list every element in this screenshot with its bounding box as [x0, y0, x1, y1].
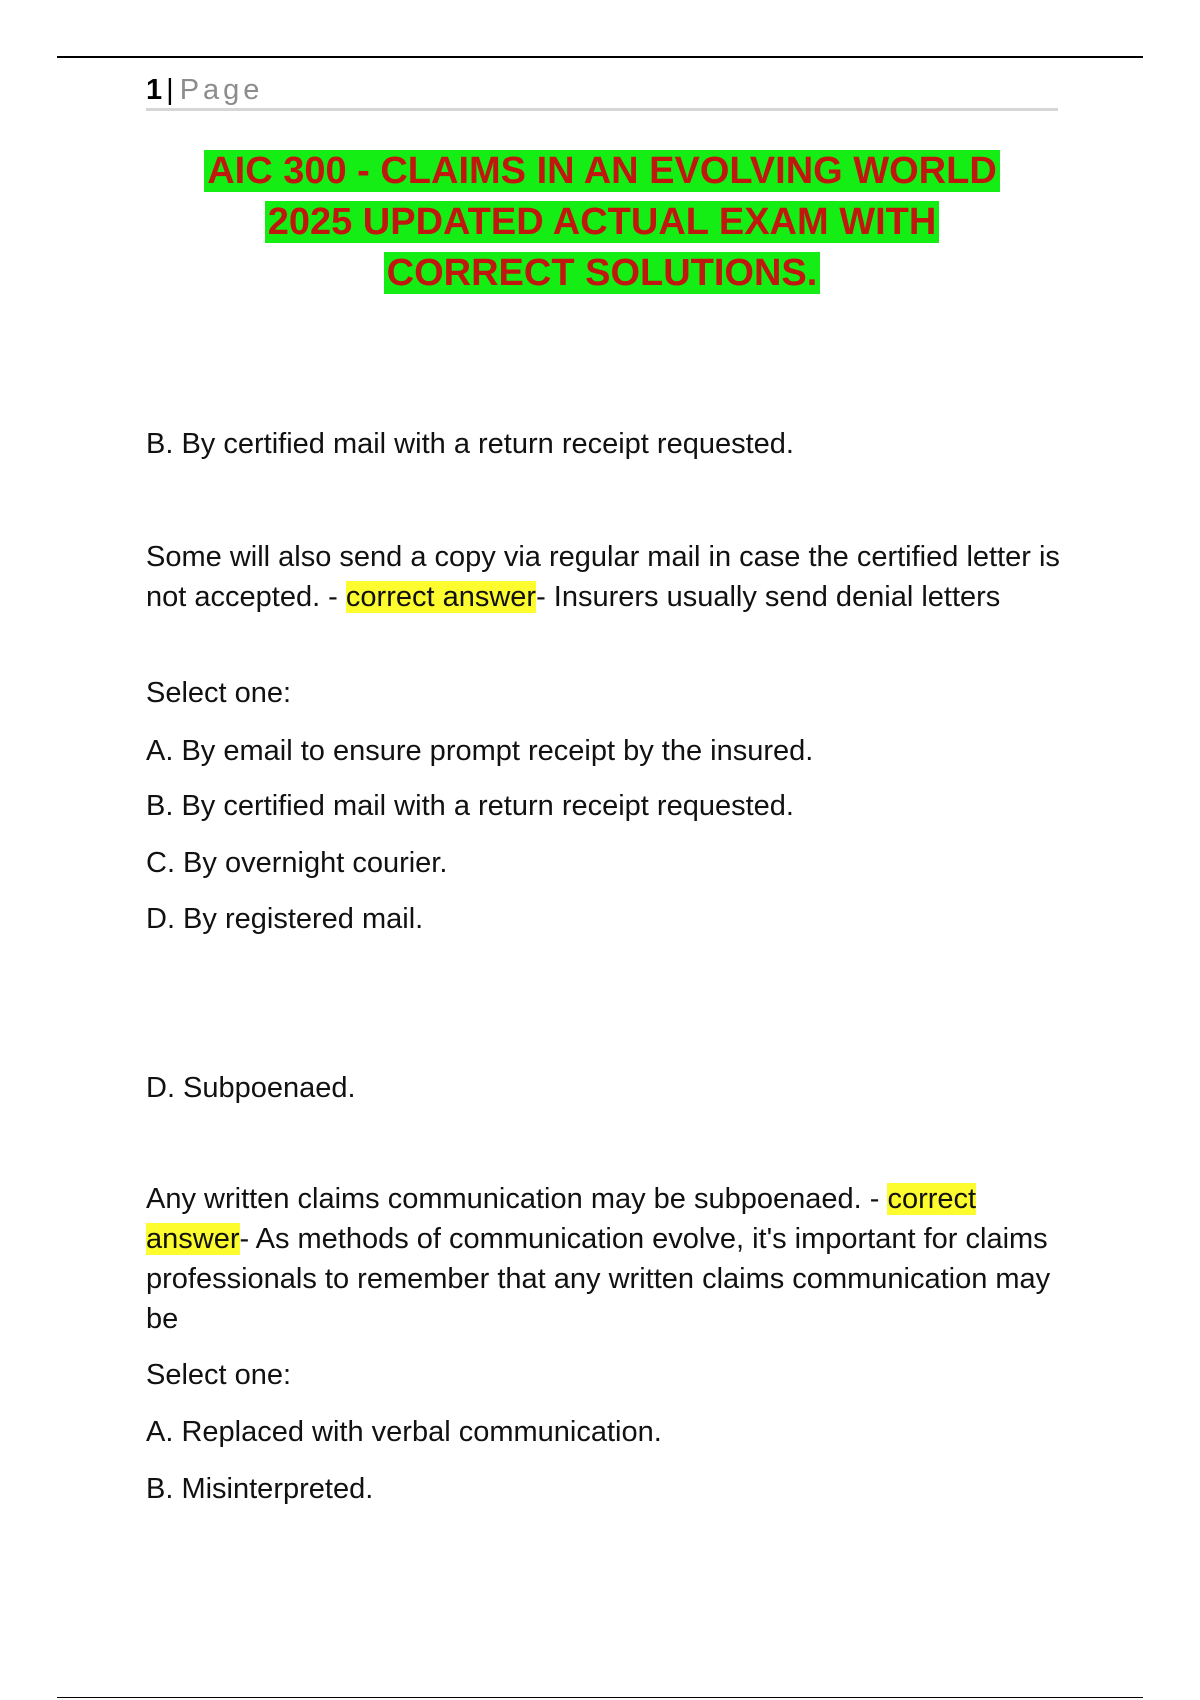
title-line-1: AIC 300 - CLAIMS IN AN EVOLVING WORLD	[204, 150, 1000, 192]
top-rule	[57, 56, 1143, 58]
page-number: 1	[146, 74, 163, 106]
q2-select-label: Select one:	[146, 1359, 292, 1391]
q1-option-b: B. By certified mail with a return receipt requested.	[146, 790, 794, 822]
title-line-3: CORRECT SOLUTIONS.	[384, 252, 821, 294]
q2-option-b: B. Misinterpreted.	[146, 1473, 374, 1505]
title-line-2: 2025 UPDATED ACTUAL EXAM WITH	[265, 201, 940, 243]
q1-explanation-post: - Insurers usually send denial letters	[536, 581, 1001, 613]
q1-option-d: D. By registered mail.	[146, 903, 424, 935]
q2-explanation-pre: Any written claims communication may be subpoenaed. -	[146, 1183, 888, 1215]
q1-option-a: A. By email to ensure prompt receipt by the insured.	[146, 735, 814, 767]
q2-option-a: A. Replaced with verbal communication.	[146, 1416, 662, 1448]
q2-answer: D. Subpoenaed.	[146, 1072, 356, 1104]
q2-explanation	[146, 1179, 1066, 1339]
page-separator: |	[166, 74, 174, 106]
q1-correct-answer-tag: correct answer	[345, 581, 537, 613]
q1-explanation-pre: Some will also send a copy via regular mail in case the certified letter is not accepted. -	[146, 541, 1060, 613]
document-title	[146, 146, 1058, 299]
q2-correct-answer-tag: correct answer	[146, 1183, 977, 1255]
page-header	[146, 70, 1058, 111]
q1-explanation	[146, 537, 1066, 617]
q1-answer: B. By certified mail with a return receipt requested.	[146, 428, 794, 460]
page-word: Page	[179, 74, 264, 106]
q1-select-label: Select one:	[146, 677, 292, 709]
q2-explanation-post: - As methods of communication evolve, it's important for claims professionals to remember that any written claims communication may be	[146, 1223, 1051, 1335]
q1-option-c: C. By overnight courier.	[146, 847, 448, 879]
bottom-rule	[57, 1697, 1143, 1698]
